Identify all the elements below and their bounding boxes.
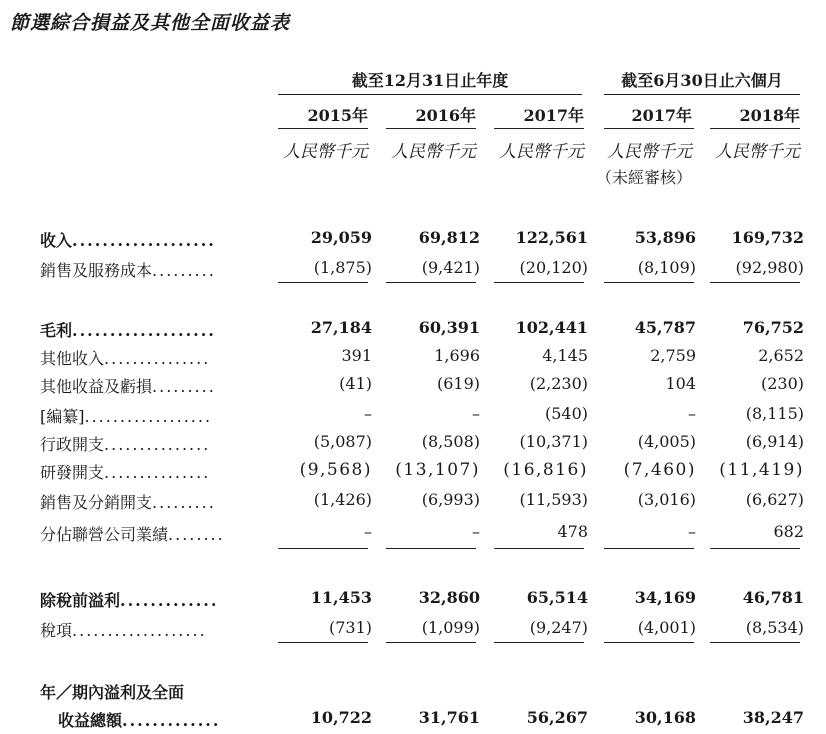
row-label: 研發開支............... <box>40 463 211 482</box>
row-label: 收益總額............. <box>58 711 221 730</box>
row-value: (8,109) <box>637 258 696 277</box>
subtotal-rule <box>386 282 476 283</box>
table-row <box>0 404 826 428</box>
row-value: (731) <box>328 618 372 637</box>
column-year: 2016年 <box>415 106 476 125</box>
row-value: 30,168 <box>634 708 696 727</box>
table-row <box>0 460 826 484</box>
subtotal-rule <box>604 642 694 643</box>
row-value: 11,453 <box>310 588 372 607</box>
leader-dots: ......... <box>152 493 216 512</box>
column-currency: 人民幣千元 <box>391 142 476 162</box>
table-row <box>0 258 826 282</box>
subtotal-rule <box>278 282 368 283</box>
column-currency: 人民幣千元 <box>499 142 584 162</box>
row-value: 65,514 <box>526 588 588 607</box>
column-year-underline <box>278 128 368 129</box>
row-value: 56,267 <box>526 708 588 727</box>
leader-dots: ............... <box>104 349 211 368</box>
column-year: 2018年 <box>739 106 800 125</box>
unaudited-note: （未經審核） <box>595 168 692 187</box>
table-row <box>0 318 826 342</box>
column-year-underline <box>494 128 584 129</box>
row-value: (1,875) <box>313 258 372 277</box>
row-value: (8,534) <box>745 618 804 637</box>
row-value: (11,419) <box>719 460 804 480</box>
column-year: 2017年 <box>523 106 584 125</box>
column-currency: 人民幣千元 <box>607 142 692 162</box>
row-value: 69,812 <box>418 228 480 247</box>
table-row <box>0 618 826 642</box>
row-value: (9,421) <box>421 258 480 277</box>
table-row <box>0 522 826 546</box>
row-value: (1,426) <box>313 490 372 509</box>
row-value: 38,247 <box>742 708 804 727</box>
row-value: 104 <box>665 374 696 393</box>
table-row <box>0 374 826 398</box>
row-label: 分佔聯營公司業績........ <box>40 525 225 544</box>
row-value: (540) <box>544 404 588 423</box>
row-value: 4,145 <box>542 346 588 365</box>
subtotal-rule <box>604 548 694 549</box>
leader-dots: ........ <box>168 525 225 544</box>
row-value: 682 <box>773 522 804 541</box>
table-row <box>0 228 826 252</box>
row-value: – <box>688 522 696 541</box>
row-value: (10,371) <box>519 432 588 451</box>
column-currency: 人民幣千元 <box>715 142 800 162</box>
table-row <box>0 432 826 456</box>
row-value: 122,561 <box>515 228 588 247</box>
leader-dots: ................... <box>72 231 216 250</box>
row-value: – <box>472 404 480 423</box>
row-value: – <box>688 404 696 423</box>
row-value: (20,120) <box>519 258 588 277</box>
column-year-underline <box>710 128 800 129</box>
leader-dots: ................... <box>72 321 216 340</box>
subtotal-rule <box>604 282 694 283</box>
leader-dots: ............... <box>104 463 211 482</box>
row-value: 2,652 <box>758 346 804 365</box>
row-value: 2,759 <box>650 346 696 365</box>
row-value: – <box>364 522 372 541</box>
row-value: 29,059 <box>310 228 372 247</box>
leader-dots: ......... <box>152 377 216 396</box>
group-header-halfyear: 截至6月30日止六個月 <box>621 71 783 90</box>
table-row <box>0 490 826 514</box>
row-label: 稅項................... <box>40 621 207 640</box>
row-value: (4,001) <box>637 618 696 637</box>
row-value: (11,593) <box>519 490 588 509</box>
column-year-underline <box>604 128 694 129</box>
row-value: (4,005) <box>637 432 696 451</box>
row-label: 其他收益及虧損......... <box>40 377 216 396</box>
row-value: (3,016) <box>637 490 696 509</box>
row-value: (1,099) <box>421 618 480 637</box>
row-value: 102,441 <box>515 318 588 337</box>
row-value: (9,568) <box>299 460 372 480</box>
row-value: – <box>364 404 372 423</box>
row-value: (5,087) <box>313 432 372 451</box>
subtotal-rule <box>710 282 800 283</box>
subtotal-rule <box>386 548 476 549</box>
row-value: (619) <box>436 374 480 393</box>
table-row <box>0 588 826 612</box>
row-label: 除稅前溢利............. <box>40 591 219 610</box>
subtotal-rule <box>494 282 584 283</box>
row-value: (16,816) <box>503 460 588 480</box>
row-value: (13,107) <box>395 460 480 480</box>
subtotal-rule <box>278 548 368 549</box>
column-currency: 人民幣千元 <box>283 142 368 162</box>
row-label: 其他收入............... <box>40 349 211 368</box>
row-value: 53,896 <box>634 228 696 247</box>
row-value: 32,860 <box>418 588 480 607</box>
row-value: 60,391 <box>418 318 480 337</box>
row-value: – <box>472 522 480 541</box>
leader-dots: ............. <box>120 591 219 610</box>
subtotal-rule <box>494 642 584 643</box>
leader-dots: ............. <box>122 711 221 730</box>
row-value: (8,508) <box>421 432 480 451</box>
row-value: 10,722 <box>310 708 372 727</box>
row-value: 46,781 <box>742 588 804 607</box>
row-label: 年／期內溢利及全面 <box>40 683 185 702</box>
row-value: (92,980) <box>735 258 804 277</box>
row-value: 169,732 <box>731 228 804 247</box>
row-label: [編纂].................. <box>40 407 213 426</box>
page-title: 節選綜合損益及其他全面收益表 <box>10 12 291 34</box>
subtotal-rule <box>710 642 800 643</box>
row-label: 毛利................... <box>40 321 216 340</box>
row-value: 391 <box>341 346 372 365</box>
row-value: (9,247) <box>529 618 588 637</box>
row-value: 478 <box>557 522 588 541</box>
subtotal-rule <box>278 642 368 643</box>
row-value: (230) <box>760 374 804 393</box>
row-label: 行政開支............... <box>40 435 211 454</box>
subtotal-rule <box>494 548 584 549</box>
leader-dots: ......... <box>152 261 216 280</box>
group-header-halfyear-line <box>604 94 800 95</box>
row-value: 31,761 <box>418 708 480 727</box>
group-header-year: 截至12月31日止年度 <box>351 71 509 90</box>
row-label: 收入................... <box>40 231 216 250</box>
leader-dots: ............... <box>104 435 211 454</box>
row-value: (8,115) <box>745 404 804 423</box>
row-value: 76,752 <box>742 318 804 337</box>
row-value: 1,696 <box>434 346 480 365</box>
subtotal-rule <box>710 548 800 549</box>
column-year: 2017年 <box>631 106 692 125</box>
row-label: 銷售及服務成本......... <box>40 261 216 280</box>
row-value: (6,914) <box>745 432 804 451</box>
row-value: (6,993) <box>421 490 480 509</box>
group-header-year-line <box>278 94 582 95</box>
column-year-underline <box>386 128 476 129</box>
leader-dots: ................... <box>72 621 207 640</box>
row-value: (2,230) <box>529 374 588 393</box>
row-value: (7,460) <box>623 460 696 480</box>
row-value: 27,184 <box>310 318 372 337</box>
table-row <box>0 680 826 704</box>
row-value: (6,627) <box>745 490 804 509</box>
leader-dots: .................. <box>84 407 213 426</box>
row-label: 銷售及分銷開支......... <box>40 493 216 512</box>
row-value: 34,169 <box>634 588 696 607</box>
table-row <box>0 346 826 370</box>
row-value: (41) <box>339 374 372 393</box>
subtotal-rule <box>386 642 476 643</box>
row-value: 45,787 <box>634 318 696 337</box>
column-year: 2015年 <box>307 106 368 125</box>
table-row <box>0 708 826 732</box>
